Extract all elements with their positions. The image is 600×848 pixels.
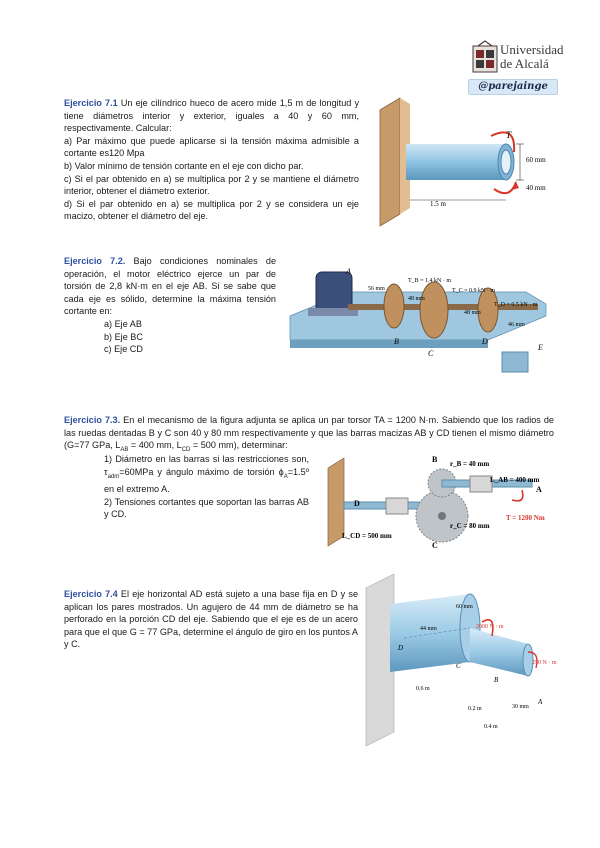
fig73-label-B: B: [432, 455, 438, 464]
fig73-length-CD: L_CD = 500 mm: [342, 532, 392, 540]
fig74-length-02: 0.2 m: [468, 706, 482, 712]
fig73-radius-C: r_C = 80 mm: [450, 522, 490, 530]
exercise-7-3-title: Ejercicio 7.3.: [64, 415, 121, 425]
exercise-7-1-figure: [376, 96, 576, 231]
fig72-dim-48a: 48 mm: [408, 296, 425, 302]
exercise-7-3-mid: = 400 mm, L: [128, 440, 182, 451]
exercise-7-2-text: [64, 255, 276, 356]
exercise-7-2-title: Ejercicio 7.2.: [64, 256, 126, 266]
exercise-7-1-d: d) Si el par obtenido en a) se multiplica por 2 y se considera un eje macizo, obtener el diámetro del eje.: [64, 198, 359, 222]
exercise-7-2-item-a: a) Eje AB: [104, 318, 142, 329]
fig72-label-E: E: [538, 343, 543, 352]
fig74-torque-250: 250 N · m: [532, 660, 557, 666]
university-name-line1: Universidad: [500, 42, 564, 57]
fig72-torque-C: T_C = 0.9 kN · m: [452, 288, 496, 294]
university-logo: [470, 40, 570, 80]
exercise-7-1-title: Ejercicio 7.1: [64, 98, 118, 108]
fig74-label-A: A: [538, 698, 543, 706]
exercise-7-3-items: [104, 453, 309, 521]
fig74-length-06: 0.6 m: [416, 686, 430, 692]
fig74-torque-2000: 2000 N · m: [476, 624, 504, 630]
fig72-dim-48b: 48 mm: [464, 310, 481, 316]
exercise-7-2-item-c: c) Eje CD: [104, 344, 143, 355]
exercise-7-4-title: Ejercicio 7.4: [64, 589, 118, 599]
exercise-7-3-item1c: =1.5º en el extremo A.: [104, 466, 309, 494]
fig74-dim-30: 30 mm: [512, 704, 529, 710]
exercise-7-2-item-b: b) Eje BC: [104, 331, 143, 342]
fig72-label-A: A: [346, 267, 351, 276]
exercise-7-1-text: [64, 97, 359, 223]
fig73-label-A: A: [536, 485, 542, 494]
fig72-torque-D: T_D = 0.5 kN · m: [494, 302, 538, 308]
fig72-label-B: B: [394, 337, 399, 346]
exercise-7-1-a: a) Par máximo que puede aplicarse si la tensión máxima admisible a cortante es120 Mpa: [64, 135, 359, 159]
exercise-7-3-lcd-sub: CD: [181, 447, 191, 453]
exercise-7-4-figure: [364, 572, 557, 748]
fig71-length: 1.5 m: [430, 200, 446, 208]
fig71-torque: T: [506, 130, 512, 140]
fig71-outer-diameter: 60 mm: [526, 156, 546, 164]
exercise-7-3-item1a: 1) Diámetro en las barras si las restricciones son, τ: [104, 454, 309, 477]
exercise-7-4-intro: El eje horizontal AD está sujeto a una base fija en D y se aplican los pares mostrados. Un agujero de 44 mm de diámetro se ha perforado en la porción CD del eje. Sabiendo que el eje es de un acero para que el que G = 77 GPa, determine el ángulo de giro en los puntos A y C.: [64, 589, 358, 650]
fig74-length-04: 0.4 m: [484, 724, 498, 730]
exercise-7-1-c: c) Si el par obtenido en a) se multiplica por 2 y se mantiene el diámetro interior, obtener el diámetro exterior.: [64, 173, 359, 197]
exercise-7-1-intro: Un eje cilíndrico hueco de acero mide 1,5 m de longitud y tiene diámetros interior y exterior, iguales a 40 y 60 mm, respectivamente. Calcular:: [64, 98, 359, 134]
fig71-inner-diameter: 40 mm: [526, 184, 546, 192]
fig72-torque-B: T_B = 1.4 kN · m: [408, 278, 452, 284]
exercise-7-1-b: b) Valor mínimo de tensión cortante en el eje con dicho par.: [64, 160, 304, 171]
exercise-7-2-intro: Bajo condiciones nominales de operación, el motor eléctrico ejerce un par de torsión de 2,8 kN·m en el eje AB. Si se sabe que cada eje es sólido, determine la máxima tensión cortante en:: [64, 256, 276, 317]
exercise-7-2-figure: [288, 252, 550, 394]
exercise-7-3-figure: [322, 450, 562, 550]
fig72-dim-56: 56 mm: [368, 286, 385, 292]
torque-arrow-icon: [512, 490, 523, 501]
exercise-7-3-intro: En el mecanismo de la figura adjunta se aplica un par torsor TA = 1200 N·m. Sabiendo que los radios de las ruedas dentadas B y C son 40 y 80 mm respectivamente y que las barras macizas AB y CD tienen el mismo diámetro (G=77 GPa, L: [64, 415, 554, 451]
exercise-7-4-text: [64, 588, 358, 651]
author-handle: @parejainge: [468, 79, 558, 95]
exercise-7-3-lab-sub: AB: [120, 447, 129, 453]
fig72-dim-46: 46 mm: [508, 322, 525, 328]
fig74-label-D: D: [398, 644, 404, 652]
fig73-torque: T = 1200 Nm: [506, 514, 545, 522]
exercise-7-3-item1-sub: adm: [107, 473, 120, 480]
fig74-dim-44: 44 mm: [420, 626, 437, 632]
fig73-radius-B: r_B = 40 mm: [450, 460, 490, 468]
fig74-label-B: B: [494, 676, 499, 684]
fig73-length-AB: L_AB = 400 mm: [490, 476, 540, 484]
fig73-label-C: C: [432, 541, 438, 550]
exercise-7-3-item1b: =60MPa y ángulo máximo de torsión ϕ: [119, 466, 284, 477]
exercise-7-3-item2: 2) Tensiones cortantes que soportan las barras AB y CD.: [104, 496, 309, 520]
fig72-label-D: D: [482, 337, 488, 346]
exercise-7-3-item1-sub2: A: [283, 473, 288, 480]
exercise-7-3-end: = 500 mm), determinar:: [190, 440, 288, 451]
university-name-line2: de Alcalá: [500, 56, 549, 71]
fig74-dim-60: 60 mm: [456, 604, 473, 610]
shield-icon: [470, 40, 500, 76]
fig74-label-C: C: [456, 662, 461, 670]
fig73-label-D: D: [354, 499, 360, 508]
fig72-label-C: C: [428, 349, 434, 358]
